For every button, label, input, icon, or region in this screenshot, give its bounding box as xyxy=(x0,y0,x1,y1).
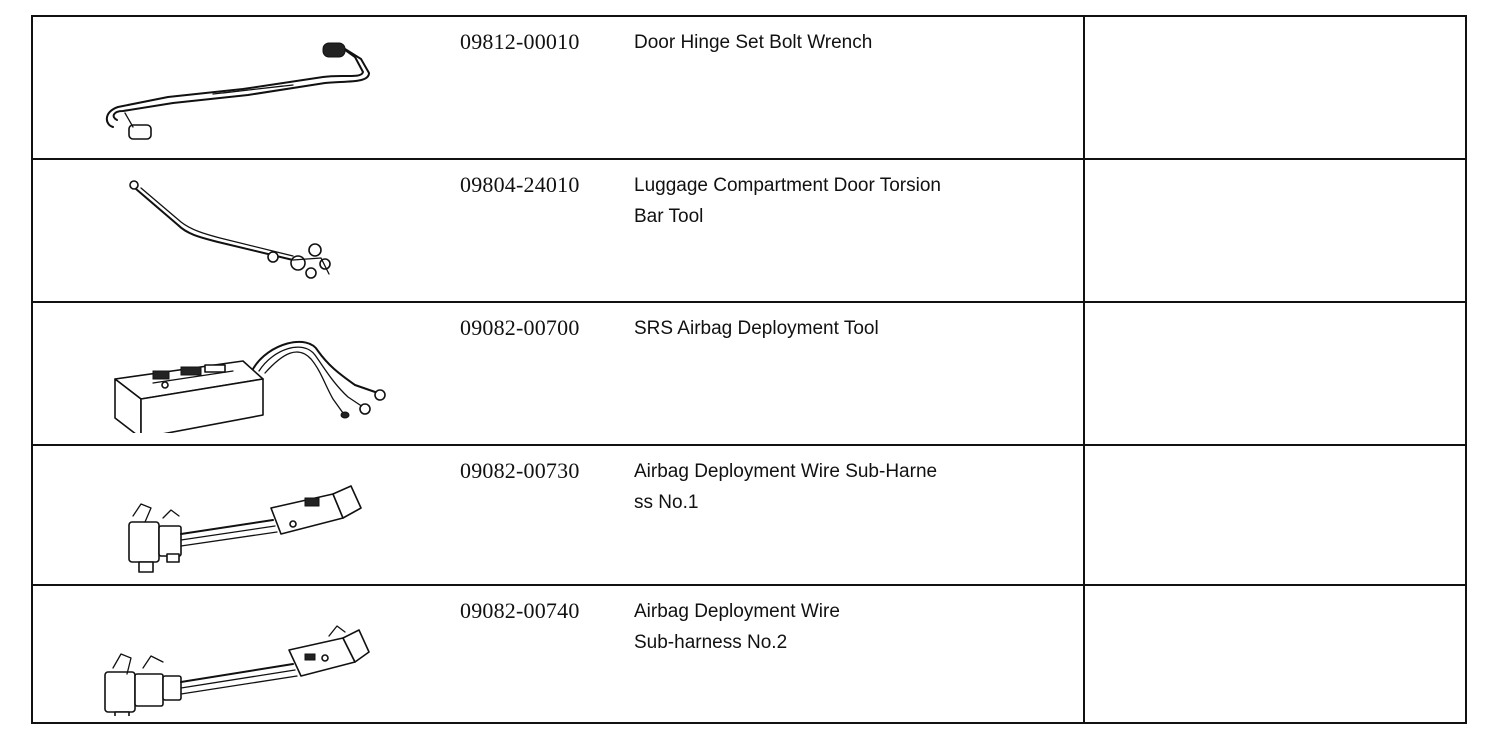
part-number: 09804-24010 xyxy=(460,172,580,197)
table-row xyxy=(33,303,1465,444)
part-number: 09082-00740 xyxy=(460,598,580,623)
notes-cell xyxy=(1085,17,1465,158)
notes-column-divider xyxy=(1083,17,1085,722)
tool-description xyxy=(634,313,879,344)
description-line: Airbag Deployment Wire xyxy=(634,601,840,622)
torsion-bar-tool-icon xyxy=(93,170,393,290)
tool-description xyxy=(634,27,872,58)
part-number: 09812-00010 xyxy=(460,29,580,54)
notes-cell xyxy=(1085,160,1465,301)
table-row xyxy=(33,446,1465,584)
table-row xyxy=(33,160,1465,301)
description-line: SRS Airbag Deployment Tool xyxy=(634,318,879,339)
notes-cell xyxy=(1085,446,1465,584)
tool-description xyxy=(634,596,840,658)
part-number: 09082-00700 xyxy=(460,315,580,340)
description-line: Door Hinge Set Bolt Wrench xyxy=(634,32,873,53)
airbag-deployment-tool-icon xyxy=(93,313,393,433)
notes-cell xyxy=(1085,586,1465,722)
notes-cell xyxy=(1085,303,1465,444)
part-number: 09082-00730 xyxy=(460,458,580,483)
wire-sub-harness-1-icon xyxy=(93,456,393,576)
door-hinge-wrench-icon xyxy=(93,27,393,147)
tool-description xyxy=(634,170,941,232)
table-row xyxy=(33,586,1465,722)
special-tools-table xyxy=(31,15,1467,724)
tool-description xyxy=(634,456,937,518)
description-line: Airbag Deployment Wire Sub-Harne xyxy=(634,461,938,482)
wire-sub-harness-2-icon xyxy=(93,596,393,716)
description-line: Sub-harness No.2 xyxy=(634,632,788,653)
table-row xyxy=(33,17,1465,158)
description-line: ss No.1 xyxy=(634,492,699,513)
description-line: Luggage Compartment Door Torsion xyxy=(634,175,941,196)
description-line: Bar Tool xyxy=(634,206,704,227)
